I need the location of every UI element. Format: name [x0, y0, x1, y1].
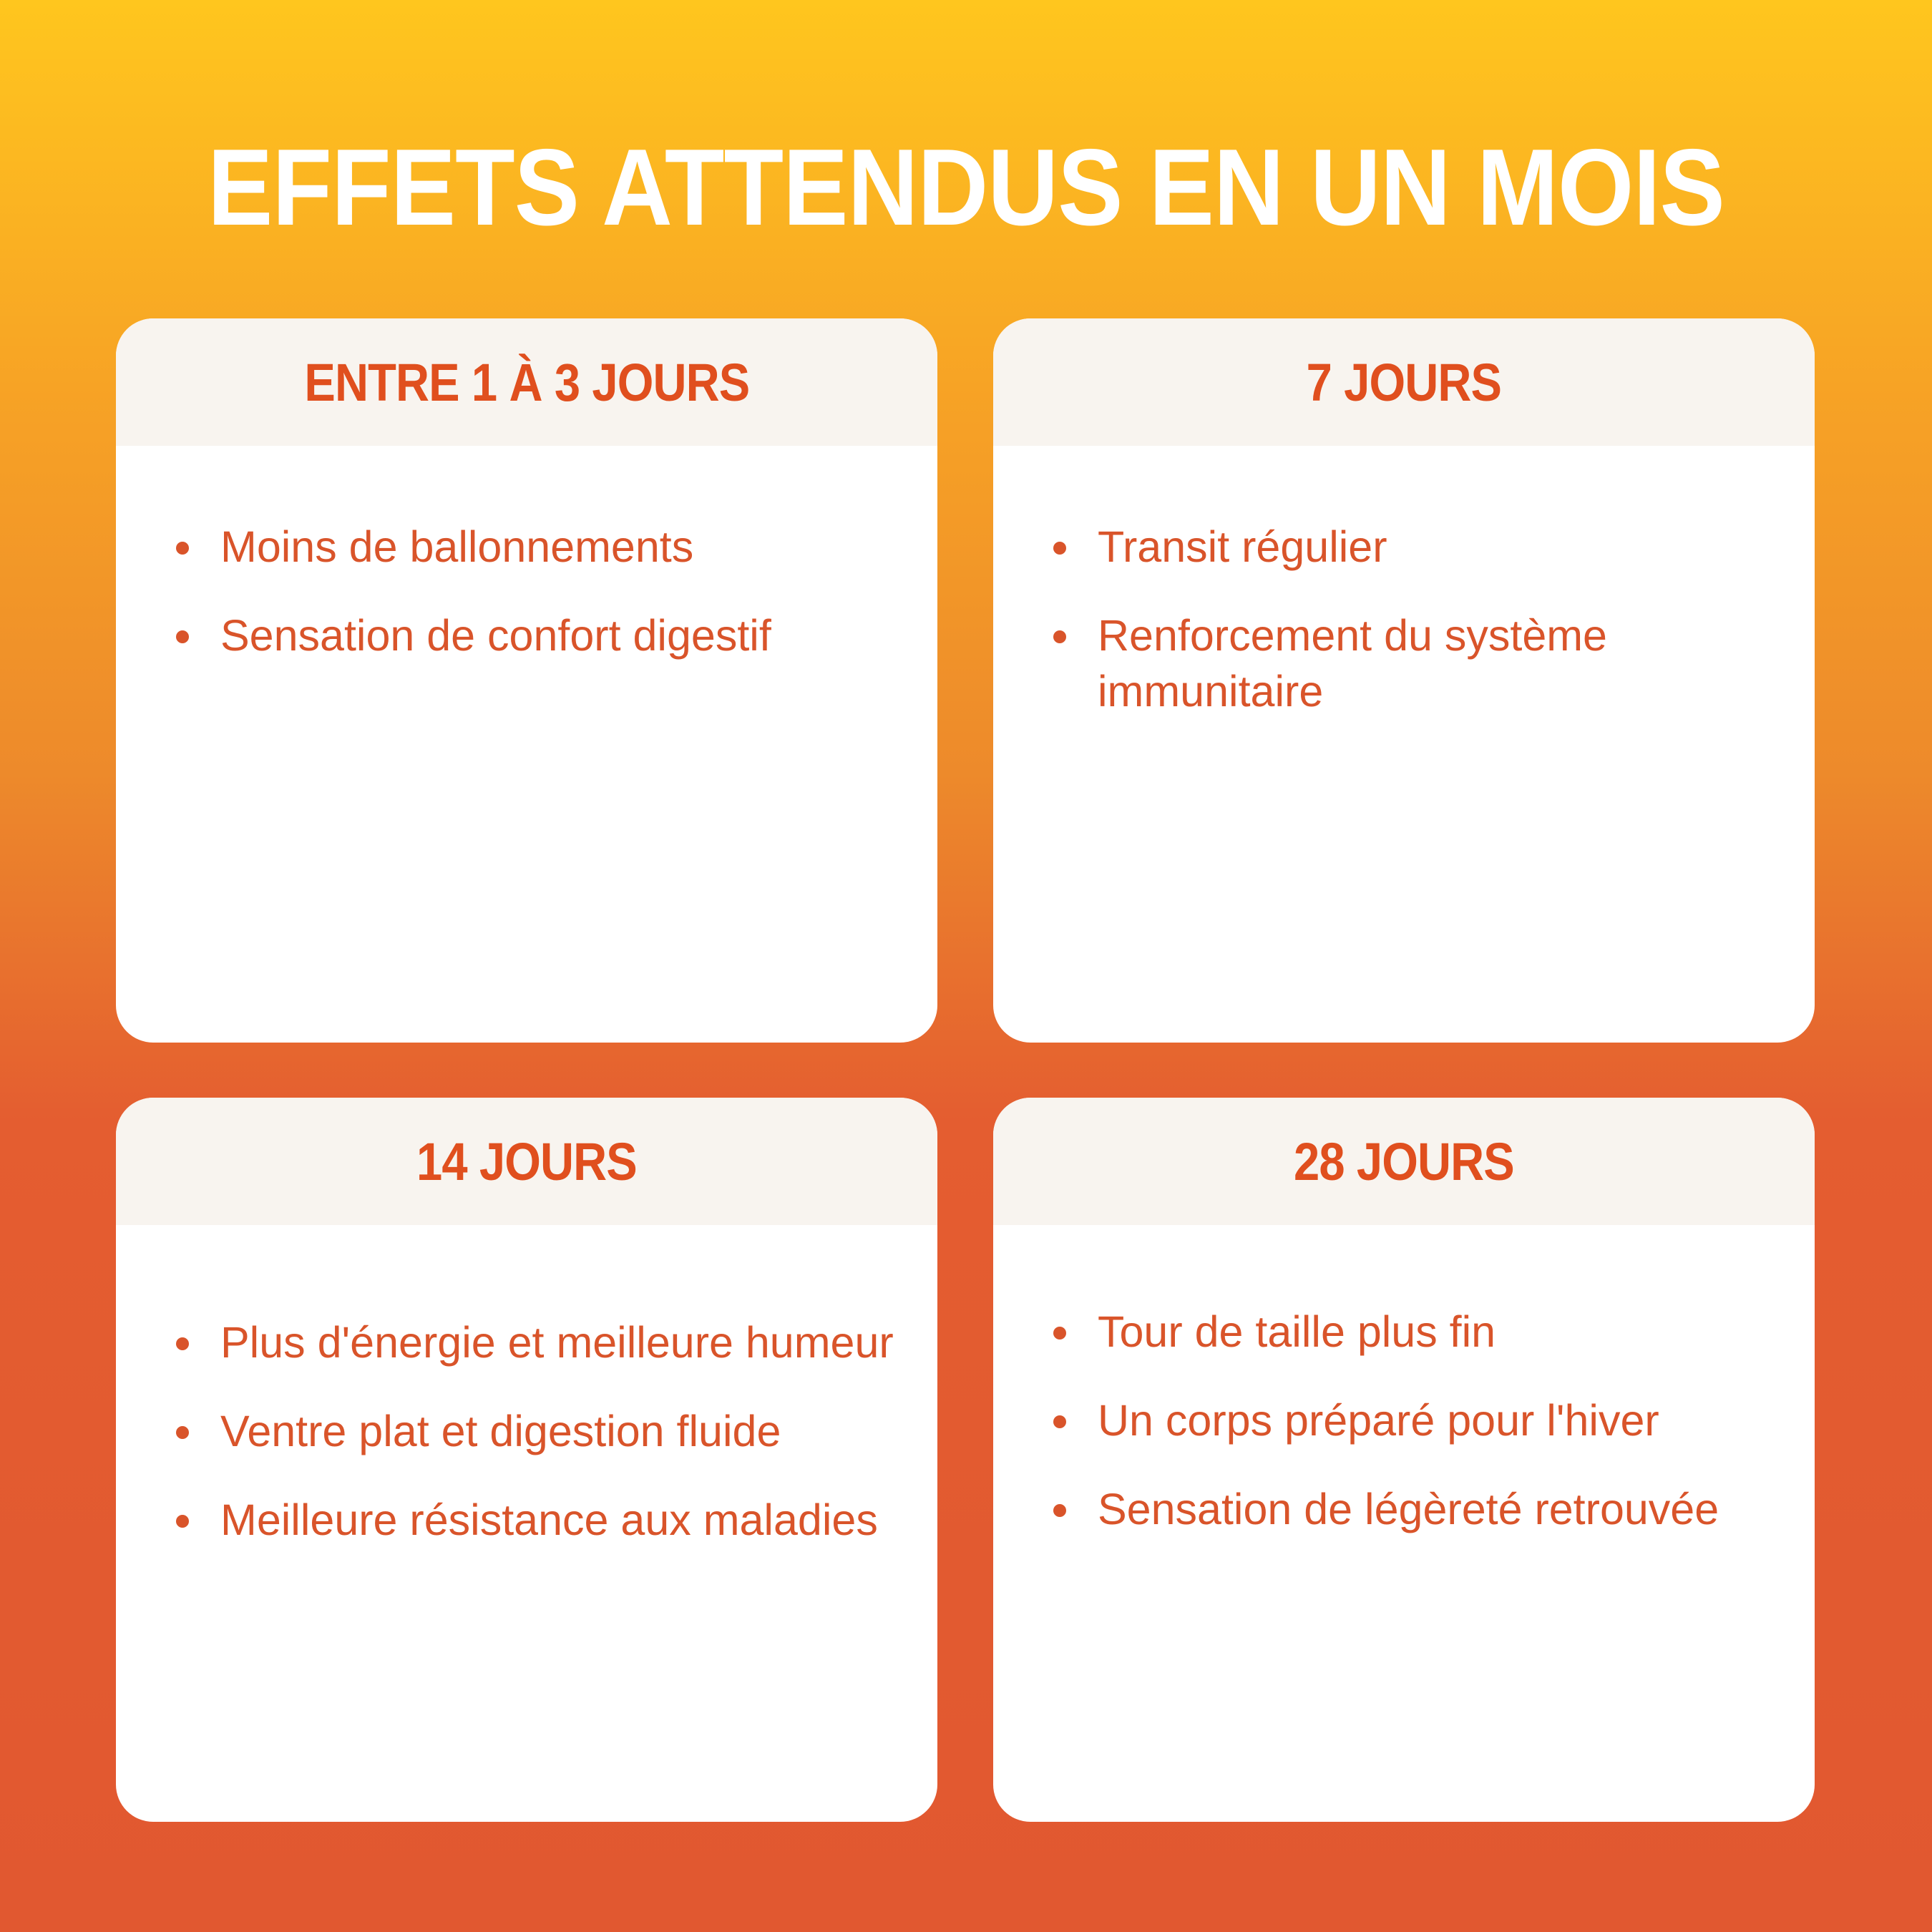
- bullet-icon: [1053, 1504, 1066, 1517]
- card-heading: 14 JOURS: [416, 1131, 637, 1191]
- card-1-3-days: [116, 318, 937, 1043]
- card-14-days: [116, 1098, 937, 1822]
- list-item: [1098, 1392, 1772, 1448]
- list-item: [1098, 1304, 1772, 1360]
- bullet-icon: [176, 630, 189, 643]
- card-header: [993, 318, 1815, 446]
- list-item-text: Un corps préparé pour l'hiver: [1098, 1396, 1659, 1445]
- list-item: [220, 1314, 894, 1370]
- list-item: [220, 519, 894, 575]
- page-title: EFFETS ATTENDUS EN UN MOIS: [208, 127, 1724, 248]
- list-item: [1098, 1481, 1772, 1537]
- bullet-icon: [176, 1426, 189, 1439]
- bullet-list: [993, 1225, 1815, 1537]
- card-heading: 7 JOURS: [1306, 352, 1502, 412]
- bullet-list: [116, 1225, 937, 1548]
- card-28-days: [993, 1098, 1815, 1822]
- list-item: [220, 608, 894, 663]
- list-item-text: Ventre plat et digestion fluide: [220, 1407, 781, 1455]
- bullet-list: [993, 446, 1815, 719]
- list-item: [1098, 519, 1772, 575]
- bullet-icon: [1053, 1327, 1066, 1340]
- list-item-text: Transit régulier: [1098, 522, 1387, 571]
- bullet-icon: [1053, 630, 1066, 643]
- bullet-icon: [176, 1515, 189, 1528]
- card-heading: ENTRE 1 À 3 JOURS: [304, 352, 749, 412]
- list-item: [220, 1403, 894, 1459]
- card-heading: 28 JOURS: [1294, 1131, 1514, 1191]
- list-item-text: Renforcement du système immunitaire: [1098, 611, 1607, 716]
- list-item-text: Moins de ballonnements: [220, 522, 694, 571]
- bullet-list: [116, 446, 937, 663]
- list-item-text: Tour de taille plus fin: [1098, 1307, 1496, 1356]
- card-header: [993, 1098, 1815, 1225]
- bullet-icon: [176, 1337, 189, 1350]
- list-item-text: Plus d'énergie et meilleure humeur: [220, 1318, 894, 1367]
- bullet-icon: [176, 542, 189, 555]
- list-item-text: Meilleure résistance aux maladies: [220, 1496, 878, 1544]
- list-item: [220, 1492, 894, 1548]
- card-header: [116, 318, 937, 446]
- bullet-icon: [1053, 542, 1066, 555]
- list-item-text: Sensation de légèreté retrouvée: [1098, 1485, 1719, 1533]
- card-7-days: [993, 318, 1815, 1043]
- card-header: [116, 1098, 937, 1225]
- list-item-text: Sensation de confort digestif: [220, 611, 771, 660]
- list-item: [1098, 608, 1772, 719]
- bullet-icon: [1053, 1415, 1066, 1428]
